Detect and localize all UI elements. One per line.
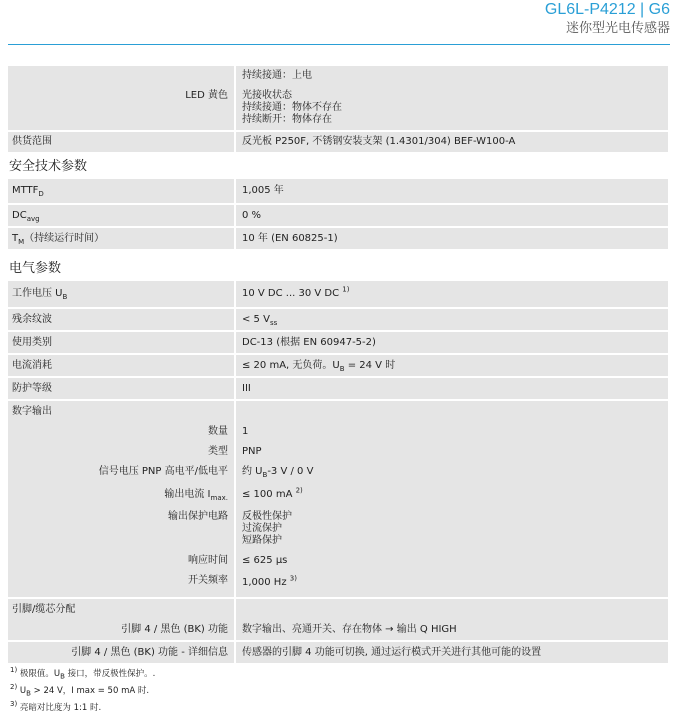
electrical-table	[8, 281, 668, 663]
row-value: 0 %	[242, 210, 262, 221]
table-row	[8, 399, 668, 422]
row-label: 类型	[208, 446, 228, 457]
row-value: 1,005 年	[242, 185, 284, 196]
row-value: ≤ 20 mA, 无负荷。$U_B = 24$ V 时	[242, 360, 396, 373]
table-row	[8, 130, 668, 152]
table-row	[8, 179, 668, 203]
row-label: $T_M$（持续运行时间）	[12, 233, 105, 246]
section-title: 安全技术参数	[9, 159, 88, 174]
row-value: DC-13 (根据 EN 60947-5-2)	[242, 337, 376, 348]
table-row	[8, 226, 668, 249]
product-subtitle: 迷你型光电传感器	[565, 21, 670, 36]
safety-section	[8, 157, 668, 249]
table-row	[8, 203, 668, 226]
delivery-value: 反光板 P250F, 不锈钢安装支架 (1.4301/304) BEF-W100-A	[242, 136, 516, 147]
section-title: 电气参数	[9, 261, 62, 276]
row-label: 引脚 4 / 黑色 (BK) 功能 - 详细信息	[71, 647, 228, 658]
row-label: 工作电压 $U_B$	[12, 288, 68, 301]
row-label: $DC_{avg}$	[12, 210, 40, 223]
footnote-3: $^{3)}$ 亮暗对比度为 1:1 时.	[10, 700, 102, 713]
electrical-section	[8, 259, 668, 663]
row-label: 电流消耗	[12, 360, 52, 371]
table-row	[8, 307, 668, 330]
row-value: 反极性保护 过流保护 短路保护	[242, 511, 292, 546]
row-label: 输出电流 $I_{max.}$	[164, 489, 228, 502]
row-label: 信号电压 PNP 高电平/低电平	[98, 466, 228, 477]
table-row	[8, 462, 668, 482]
table-row	[8, 330, 668, 353]
row-value: < 5 $V_{ss}$	[242, 314, 278, 327]
row-label: 输出保护电路	[168, 511, 228, 522]
table-row	[8, 551, 668, 571]
footnotes	[10, 666, 155, 717]
footnote-1: $^{1)}$ 极限值。$U_B$ 接口，带反极性保护。.	[10, 666, 156, 681]
row-label: $MTTF_D$	[12, 185, 44, 198]
row-value	[236, 401, 668, 422]
table-row	[8, 508, 668, 551]
row-label: 响应时间	[188, 555, 228, 566]
row-label: 残余纹波	[12, 314, 52, 325]
footnote-2: $^{2)}$ $U_B > 24$ V，I max = 50 mA 时.	[10, 683, 150, 698]
safety-table	[8, 179, 668, 249]
row-value: PNP	[242, 446, 262, 457]
row-label: 使用类别	[12, 337, 52, 348]
row-label: 防护等级	[12, 383, 52, 394]
row-value: ≤ 625 μs	[242, 555, 288, 566]
row-label	[8, 66, 236, 86]
row-label: 开关频率	[188, 575, 228, 586]
table-row	[8, 482, 668, 508]
table-row	[8, 571, 668, 597]
row-value: 1,000 Hz $^{3)}$	[242, 574, 297, 588]
indicator-section	[8, 66, 668, 152]
row-label: 数量	[208, 426, 228, 437]
row-value: ≤ 100 mA $^{2)}$	[242, 486, 303, 500]
row-value: 持续接通：上电	[242, 70, 312, 81]
pin-assignment-label: 引脚/缆芯分配	[12, 604, 76, 615]
table-row	[8, 442, 668, 462]
digital-output-label: 数字输出	[12, 406, 52, 417]
table-row	[8, 86, 668, 130]
delivery-label: 供货范围	[12, 136, 52, 147]
table-row	[8, 597, 668, 620]
table-row	[8, 422, 668, 442]
row-label: 引脚 4 / 黑色 (BK) 功能	[121, 624, 228, 635]
table-row	[8, 66, 668, 86]
row-value	[236, 599, 668, 620]
led-label: LED 黄色	[185, 90, 228, 101]
row-value: 10 V DC ... 30 V DC $^{1)}$	[242, 285, 350, 299]
row-value: 10 年 (EN 60825-1)	[242, 233, 338, 244]
product-title: GL6L-P4212 | G6	[544, 1, 670, 18]
table-row	[8, 353, 668, 376]
row-value: 1	[242, 426, 249, 437]
table-row	[8, 281, 668, 307]
header-divider	[8, 44, 670, 45]
table-row	[8, 640, 668, 663]
table-row	[8, 620, 668, 640]
row-value: 数字输出、亮通开关、存在物体 → 输出 Q HIGH	[242, 624, 457, 635]
indicator-table	[8, 66, 668, 152]
table-row	[8, 376, 668, 399]
led-value: 光接收状态 持续接通：物体不存在 持续断开：物体存在	[242, 90, 342, 125]
row-value: 约 $U_B-3$ V / 0 V	[242, 466, 314, 479]
row-value: 传感器的引脚 4 功能可切换, 通过运行模式开关进行其他可能的设置	[242, 647, 542, 658]
page-header	[545, 0, 670, 38]
row-value: III	[242, 383, 251, 394]
